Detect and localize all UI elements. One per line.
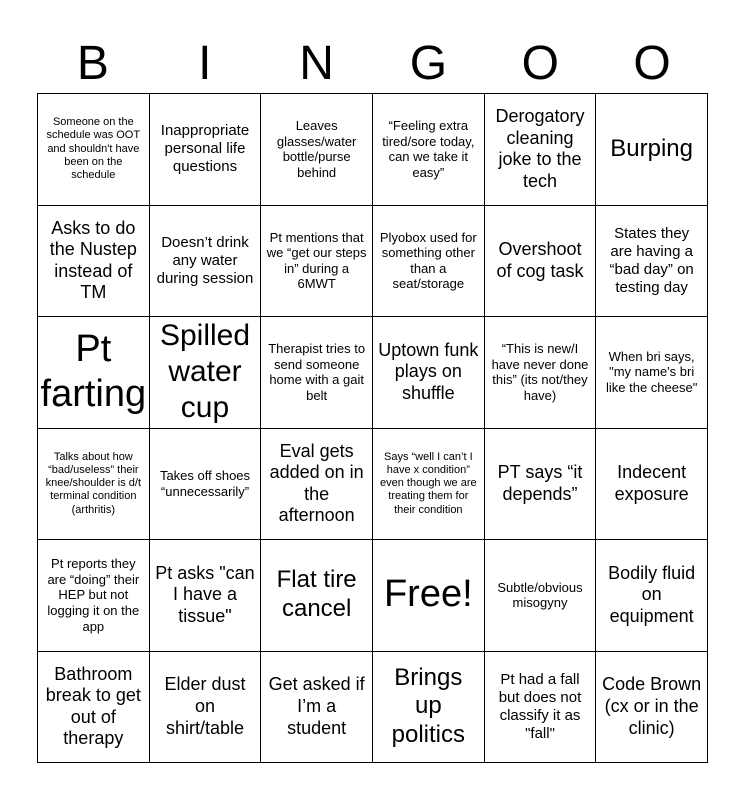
header-letter-n: N [299,37,334,90]
bingo-cell[interactable]: Subtle/obvious misogyny [485,540,597,652]
bingo-cell[interactable]: Bodily fluid on equipment [596,540,708,652]
bingo-cell[interactable]: Flat tire cancel [261,540,373,652]
bingo-cell[interactable]: Indecent exposure [596,429,708,541]
bingo-cell[interactable]: “This is new/I have never done this” (its not/they have) [485,317,597,429]
bingo-cell[interactable]: Eval gets added on in the afternoon [261,429,373,541]
bingo-cell[interactable]: “Feeling extra tired/sore today, can we take it easy” [373,94,485,206]
bingo-cell[interactable]: PT says “it depends” [485,429,597,541]
bingo-cell[interactable]: Spilled water cup [150,317,262,429]
bingo-cell[interactable]: Someone on the schedule was OOT and shouldn't have been on the schedule [38,94,150,206]
bingo-cell[interactable]: Code Brown (cx or in the clinic) [596,652,708,764]
bingo-cell[interactable]: Overshoot of cog task [485,206,597,318]
bingo-cell[interactable]: Pt had a fall but does not classify it as "fall" [485,652,597,764]
bingo-cell[interactable]: Elder dust on shirt/table [150,652,262,764]
bingo-cell[interactable]: Brings up politics [373,652,485,764]
header-letter-b: B [76,37,109,90]
header-letter-g: G [409,37,448,90]
bingo-cell[interactable]: Talks about how “bad/useless” their knee/shoulder is d/t terminal condition (arthritis) [38,429,150,541]
bingo-cell[interactable]: Takes off shoes “unnecessarily” [150,429,262,541]
bingo-cell[interactable]: Pt asks "can I have a tissue" [150,540,262,652]
bingo-cell[interactable]: Therapist tries to send someone home with a gait belt [261,317,373,429]
bingo-cell[interactable]: Pt farting [38,317,150,429]
bingo-cell[interactable]: Bathroom break to get out of therapy [38,652,150,764]
bingo-cell[interactable]: Leaves glasses/water bottle/purse behind [261,94,373,206]
bingo-cell[interactable]: Asks to do the Nustep instead of TM [38,206,150,318]
bingo-cell[interactable]: Derogatory cleaning joke to the tech [485,94,597,206]
bingo-header [37,36,708,92]
header-letter-o: O [521,37,559,90]
bingo-cell[interactable]: States they are having a “bad day” on testing day [596,206,708,318]
header-letter-o-2: O [633,37,671,90]
bingo-cell[interactable]: Inappropriate personal life questions [150,94,262,206]
bingo-cell[interactable]: Pt reports they are “doing” their HEP but not logging it on the app [38,540,150,652]
bingo-cell[interactable]: Pt mentions that we “get our steps in” during a 6MWT [261,206,373,318]
bingo-cell[interactable]: Burping [596,94,708,206]
header-letter-i: I [198,37,212,90]
bingo-cell[interactable]: When bri says, "my name's bri like the cheese" [596,317,708,429]
bingo-cell[interactable]: Uptown funk plays on shuffle [373,317,485,429]
bingo-board [37,93,708,763]
free-space-cell[interactable]: Free! [373,540,485,652]
bingo-cell[interactable]: Get asked if I’m a student [261,652,373,764]
bingo-cell[interactable]: Doesn’t drink any water during session [150,206,262,318]
bingo-cell[interactable]: Says “well I can’t I have x condition” even though we are treating them for their condition [373,429,485,541]
bingo-cell[interactable]: Plyobox used for something other than a seat/storage [373,206,485,318]
